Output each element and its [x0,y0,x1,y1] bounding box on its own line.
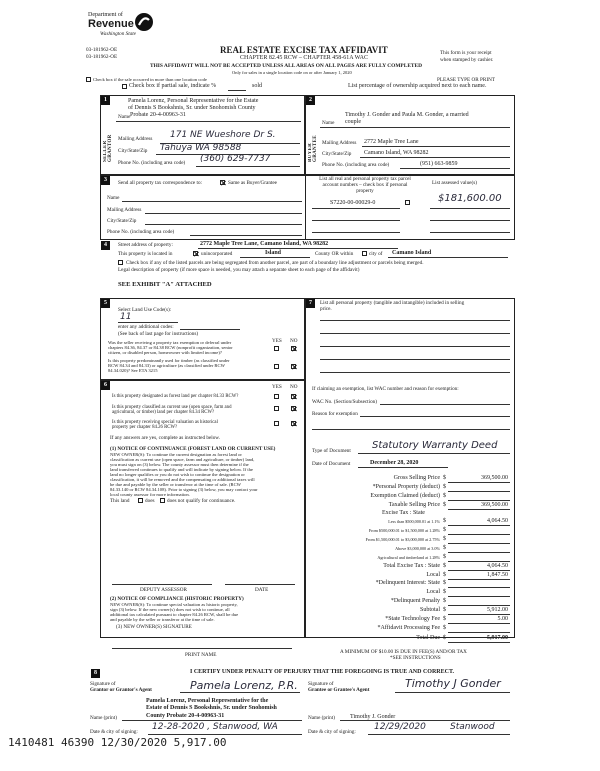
tier-5-dollar: $ [443,554,446,560]
seller-name-line-2: of Dennis S Bookshnis, Sr. under Snohomish County [128,105,256,111]
doc-date-label: Date of Document [312,461,351,467]
s3-city-label: City/State/Zip [107,218,137,224]
city-of-checkbox[interactable] [362,251,367,256]
grantee-signature-label-1: Signature of [308,681,334,687]
additional-codes-label: enter any additional codes: [118,324,174,330]
s5-q1-line-3: citizen, or disabled person, homeowner with limited income)? [108,350,222,355]
notice-continuance-title: (1) NOTICE OF CONTINUANCE (FOREST LAND OR CURRENT USE) [110,446,276,452]
parcel-header-3: property [356,188,374,194]
personal-dollar: $ [443,484,446,490]
excise-tax-header: Excise Tax : State [382,510,425,516]
deputy-date-label: DATE [255,587,269,593]
assessed-value[interactable]: $181,600.00 [438,193,502,204]
unincorporated-checkbox[interactable] [193,251,198,256]
located-label: This property is located in [118,251,173,257]
assessed-value-header: List assessed value(s) [432,180,477,186]
print-name-label: PRINT NAME [185,652,217,658]
segregated-label: Check box if any of the listed parcels are being segregated from another parcel, are part of a boundary line adjustment or parcels being merged. [126,260,424,266]
gross-dollar: $ [443,475,446,481]
form-title: REAL ESTATE EXCISE TAX AFFIDAVIT [220,45,388,55]
section-7-badge: 7 [306,299,315,308]
list-percentage-note: List percentage of ownership acquired next to each name. [348,83,487,89]
s5-q2-yes[interactable] [274,364,279,369]
form-warning: THIS AFFIDAVIT WILL NOT BE ACCEPTED UNLESS ALL AREAS ON ALL PAGES ARE FULLY COMPLETED [150,63,423,69]
subtotal-dollar: $ [443,607,446,613]
taxable-price-label: Taxable Selling Price [388,502,440,508]
grantee-signature[interactable]: Timothy J Gonder [405,677,501,690]
s5-yes-header: YES [272,338,282,344]
segregated-checkbox[interactable] [118,260,123,265]
land-does-not-label: does not qualify for continuance. [167,498,236,504]
delinq-local-dollar: $ [443,589,446,595]
total-due-value[interactable]: 5,917.00 [487,635,508,641]
dor-logo-line3: Washington State [100,31,136,37]
exhibit-a: SEE EXHIBIT "A" ATTACHED [118,281,212,288]
s5-q1-yes[interactable] [274,346,279,351]
this-land-label: This land [110,498,130,504]
notice-compliance-title: (2) NOTICE OF COMPLIANCE (HISTORIC PROPERTY) [110,596,244,602]
land-does-checkbox[interactable] [138,498,143,503]
notice1-line-9: local county assessor for more information. [110,492,190,497]
taxable-dollar: $ [443,502,446,508]
s6-q2-no[interactable] [291,406,296,411]
s5-q2-line-1: Is this property predominantly used for timber (as classified under [108,358,230,363]
tier-3-dollar: $ [443,536,446,542]
receipt-note-1: This form is your receipt [440,50,492,56]
section-5-badge: 5 [101,299,110,308]
parcel-header-1: List all real and personal property tax parcel [319,176,411,182]
type-or-print: PLEASE TYPE OR PRINT [437,77,495,83]
s5-q1-no[interactable] [291,346,296,351]
street-address-value[interactable]: 2772 Maple Tree Lane, Camano Island, WA 98282 [200,241,329,247]
exemption-claim-label: If claiming an exemption, list WAC number and reason for exemption: [312,386,459,392]
dor-logo-icon [134,12,154,32]
s6-q2-yes[interactable] [274,406,279,411]
s6-q2-line-1: Is this property classified as current use (open space, farm and [112,405,232,410]
total-state-dollar: $ [443,563,446,569]
section-3-badge: 3 [101,176,110,185]
dor-logo-line2: Revenue [88,18,134,30]
personal-property-deduct-label: *Personal Property (deduct) [372,484,440,490]
tier-2-label: From $500,000.01 to $1,500,000 at 1.28% [368,528,440,533]
same-as-buyer-label: Same as Buyer/Grantee [228,180,277,186]
notice1-line-7: be due and payable by the seller or transferor at the time of sale. (RCW [110,482,242,487]
grantor-date-city-label: Date & city of signing: [90,729,138,735]
receipt-note-2: when stamped by cashier. [440,57,494,63]
tech-fee-value[interactable]: 5.00 [497,616,508,622]
unincorporated-label: unincorporated [201,251,233,257]
section-1-badge: 1 [101,96,110,105]
s6-q1-no[interactable] [291,394,296,399]
total-due-label: Total Due [416,635,440,641]
tech-fee-label: *State Technology Fee [385,616,440,622]
total-due-dollar: $ [443,635,446,641]
grantee-name-print-label: Name (print) [308,715,335,721]
seller-name-line-1: Pamela Lorenz, Personal Representative for the Estate [128,98,259,104]
grantee-city-value[interactable]: Stanwood [450,722,495,732]
grantor-name-line-2: Estate of Dennis S Bookshnis, Sr. under Snohomish [146,705,277,711]
s3-mailing-label: Mailing Address [107,207,142,213]
buyer-side-label: BUYER GRANTEE [308,135,318,162]
s6-q3-line-1: Is this property receiving special valuation as historical [112,420,218,425]
notice1-line-6: classification, it will be removed and the compensating or additional taxes will [110,477,255,482]
grantee-date-city-label: Date & city of signing: [308,729,356,735]
buyer-phone-value[interactable]: (951) 663-9859 [420,161,458,167]
exemption-deduct-label: Exemption Claimed (deduct) [370,493,440,499]
tier-3-label: From $1,500,000.01 to $3,000,000 at 2.75% [365,537,440,542]
exemption-dollar: $ [443,493,446,499]
tier-4-label: Above $3,000,000 at 3.0% [395,546,440,551]
grantor-name-line-1: Pamela Lorenz, Personal Representative for the [146,698,269,704]
notice1-line-8: 84.33.140 or RCW 84.34.108). Prior to signing (3) below, you may contact your [110,487,258,492]
buyer-mailing-label: Mailing Address [322,140,357,146]
form-only-for: Only for sales in a single location code on or after January 1, 2020 [232,70,352,75]
deputy-assessor-label: DEPUTY ASSESSOR [140,587,187,593]
seller-side-label: SELLER GRANTOR [103,134,113,162]
delinquent-interest-state-label: *Delinquent Interest: State [375,580,440,586]
notice1-line-5: land no longer qualifies or you do not wish to continue the designation or [110,472,245,477]
doc-type-label: Type of Document [312,448,351,454]
notice2-line-2: sign (3) below. If the new owner(s) does not wish to continue, all [110,607,230,612]
s3-name-label: Name [107,195,120,201]
buyer-phone-label: Phone No. (including area code) [322,162,390,168]
grantee-signature-label-2: Grantee or Grantee's Agent [308,687,370,693]
partial-percent-line[interactable] [228,90,246,91]
buyer-name-label: Name [322,120,335,126]
buyer-mailing-value[interactable]: 2772 Maple Tree Lane [364,139,419,145]
grantor-name-line-3: County Probate 20-4-00963-31 [146,713,225,719]
taxable-price-value[interactable]: 369,500.00 [481,502,508,508]
section-6-badge: 6 [101,381,110,390]
form-code-1: 03-181962-OE [86,47,118,53]
dor-logo-line1: Department of [88,12,123,18]
tier-4-dollar: $ [443,545,446,551]
seller-name-label: Name [118,114,131,120]
parcel-number[interactable]: S7220-00-00029-0 [330,200,376,206]
seller-mailing-value[interactable]: 171 NE Wueshore Dr S. [170,130,276,140]
subtotal-value[interactable]: 5,912.00 [487,607,508,613]
county-or-within: County OR within [315,251,354,257]
doc-type-value[interactable]: Statutory Warranty Deed [372,440,498,451]
notice1-line-4: land transferred continues to qualify and will indicate by signing below. If the [110,467,253,472]
dor-logo [86,12,186,44]
wac-no-label: WAC No. (Section/Subsection) [312,399,377,405]
s6-q1-yes[interactable] [274,394,279,399]
city-of-label: city of [369,251,383,257]
notice1-line-1: NEW OWNER(S): To continue the current designation as forest land or [110,452,242,457]
grantor-date-city-value[interactable]: 12-28-2020 , Stanwood, WA [152,722,278,732]
s6-q3-no[interactable] [291,421,296,426]
s6-if-any: If any answers are yes, complete as instructed below. [110,435,221,441]
s5-q1-line-1: Was the seller receiving a property tax exemption or deferral under [108,340,232,345]
notice1-line-2: classification as current use (open space, farm and agriculture, or timber) land, [110,457,255,462]
seller-phone-label: Phone No. (including area code) [118,160,186,166]
s5-no-header: NO [290,338,298,344]
new-owner-signature-label: (3) NEW OWNER(S) SIGNATURE [116,624,192,630]
personal-property-label-1: List all personal property (tangible and intangible) included in selling [320,300,465,306]
see-instructions-note: *SEE INSTRUCTIONS [390,655,441,661]
personal-property-checkbox[interactable] [405,200,410,205]
tier-1-dollar: $ [443,518,446,524]
multi-location-label: Check box if the sale occurred in more than one location code [93,77,207,82]
grantor-signature[interactable]: Pamela Lorenz, P.R. [190,679,298,692]
s5-q2-line-3: 84.34.020)? See ETA 3215 [108,368,158,373]
land-use-label: Select Land Use Code(s): [118,307,172,313]
tier-1-label: Less than $500,000.01 at 1.1% [388,519,440,524]
exemption-reason-label: Reason for exemption [312,411,358,417]
affidavit-fee-label: *Affidavit Processing Fee [377,625,440,631]
notice2-line-4: and payable by the seller or transferor at the time of sale. [110,617,215,622]
s6-q1: Is this property designated as forest land per chapter 84.33 RCW? [112,394,239,399]
grantor-signature-label-2: Grantor or Grantor's Agent [90,687,152,693]
s5-q2-line-2: RCW 84.34 and 84.33) or agriculture (as classified under RCW [108,363,225,368]
excise-local-value[interactable]: 1,847.50 [487,572,508,578]
seller-phone-value[interactable]: (360) 629-7737 [200,154,271,164]
land-does-not-checkbox[interactable] [160,498,165,503]
buyer-city-label: City/State/Zip [322,151,352,157]
personal-property-label-2: price. [320,306,332,312]
s3-phone-label: Phone No. (including area code) [107,229,175,235]
grantor-name-print-label: Name (print) [90,715,117,721]
s6-q2-line-2: agricultural, or timber) land per chapter 84.34 RCW? [112,410,215,415]
total-excise-state-value[interactable]: 4,064.50 [487,563,508,569]
tier-5-label: Agricultural and timberland at 1.28% [377,555,440,560]
section-4-badge: 4 [101,241,110,250]
legal-description-label: Legal description of property (if more space is needed, you may attach a separate sheet to each page of the affidavit) [118,267,360,273]
multi-location-checkbox[interactable] [86,77,91,82]
notice1-line-3: you must sign on (3) below. The county assessor must then determine if the [110,462,249,467]
seller-name-line-3: Probate 20-4-00963-31 [130,112,186,118]
certify-statement: I CERTIFY UNDER PENALTY OF PERJURY THAT THE FOREGOING IS TRUE AND CORRECT. [190,669,455,675]
delinquent-penalty-label: *Delinquent Penalty [390,598,440,604]
city-value[interactable]: Camano Island [392,250,432,256]
s6-no-header: NO [290,384,298,390]
notice2-line-3: additional tax calculated pursuant to chapter 84.26 RCW, shall be due [110,612,239,617]
partial-sale-label: Check box if partial sale, indicate % [129,83,217,89]
county-value[interactable]: Island [265,250,282,256]
grantee-name-value[interactable]: Timothy J. Gonder [350,714,396,720]
minimum-due-note: A MINIMUM OF $10.00 IS DUE IN FEE(S) AND/OR TAX [340,649,467,655]
seller-city-label: City/State/Zip [118,148,148,154]
notice2-line-1: NEW OWNER(S): To continue special valuation as historic property, [110,602,238,607]
section-2-badge: 2 [306,96,315,105]
s6-yes-header: YES [272,384,282,390]
buyer-name-line-1: Timothy J. Gonder and Paula M. Gonder, a married [345,112,469,118]
s6-q3-line-2: property per chapter 84.26 RCW? [112,425,178,430]
total-excise-state-label: Total Excise Tax : State [383,563,440,569]
same-as-buyer-checkbox[interactable] [220,180,225,185]
partial-sold-label: sold [252,83,263,89]
subtotal-label: Subtotal [419,607,440,613]
section-8-badge: 8 [91,669,100,678]
s5-q1-line-2: chapters 84.36, 84.37 or 84.38 RCW (nonprofit organization, senior [108,345,233,350]
gross-price-label: Gross Selling Price [393,475,440,481]
doc-date-value[interactable]: December 28, 2020 [370,460,419,466]
gross-price-value[interactable]: 369,500.00 [481,475,508,481]
land-use-value[interactable]: 11 [120,312,132,322]
s5-q2-no[interactable] [291,364,296,369]
tier-1-value[interactable]: 4,064.50 [487,518,508,524]
excise-local-dollar: $ [443,572,446,578]
form-code-2: 03-181962-OE [86,54,118,60]
delinquent-local-label: Local [426,589,440,595]
s6-q3-yes[interactable] [274,421,279,426]
grantee-date-value[interactable]: 12/29/2020 [374,722,426,732]
street-address-label: Street address of property: [118,242,173,248]
form-chapter: CHAPTER 82.45 RCW – CHAPTER 458-61A WAC [240,55,368,61]
send-correspondence-label: Send all property tax correspondence to: [118,180,202,186]
parcel-header-2: account numbers – check box if personal [322,182,408,188]
buyer-name-line-2: couple [345,119,361,125]
affidavit-fee-dollar: $ [443,625,446,631]
land-does-label: does [145,498,155,504]
seller-mailing-label: Mailing Address [118,136,153,142]
delinq-state-dollar: $ [443,580,446,586]
see-back-note: (See back of last page for instructions) [118,331,199,337]
seller-city-value[interactable]: Tahuya WA 98588 [160,143,242,153]
delinq-penalty-dollar: $ [443,598,446,604]
grantor-signature-label-1: Signature of [90,681,116,687]
buyer-city-value[interactable]: Camano Island, WA 98282 [364,150,429,156]
excise-local-label: Local [426,572,440,578]
tier-2-dollar: $ [443,527,446,533]
partial-sale-checkbox[interactable] [122,84,127,89]
recording-stamp: 1410481 46390 12/30/2020 5,917.00 [8,736,227,749]
tech-fee-dollar: $ [443,616,446,622]
